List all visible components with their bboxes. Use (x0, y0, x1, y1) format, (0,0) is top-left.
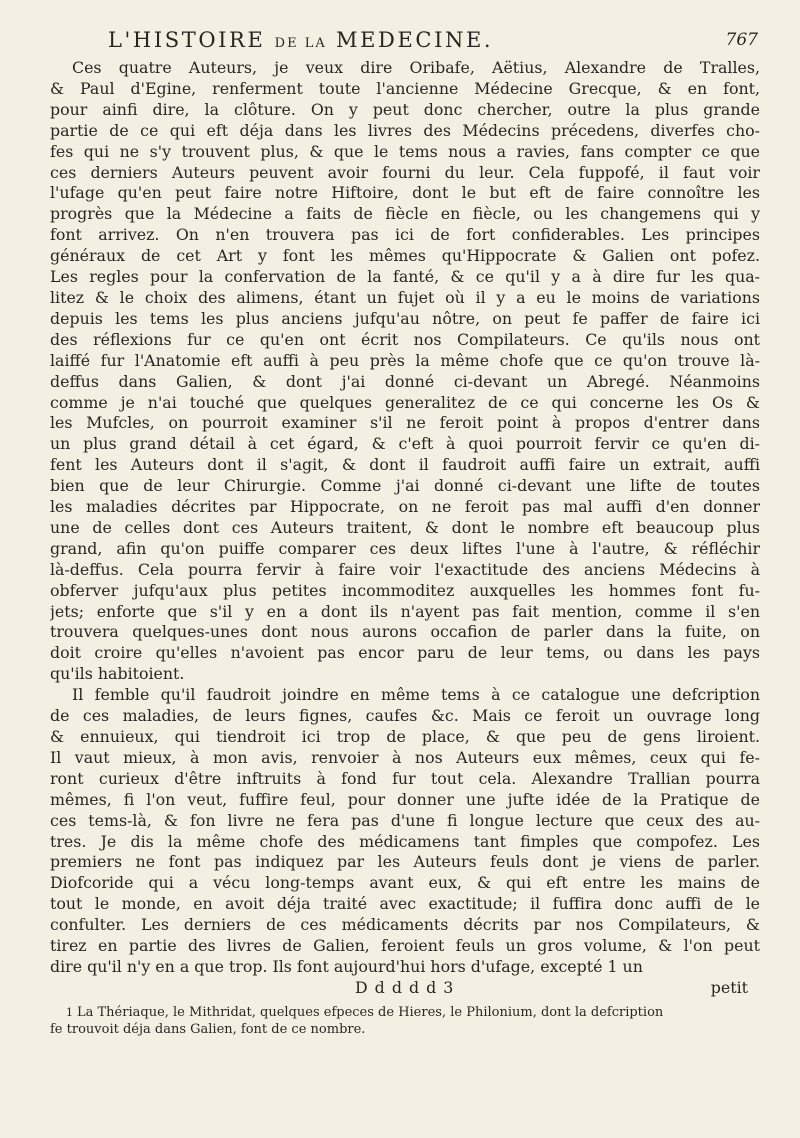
footnote-line (50, 1021, 760, 1038)
text-line: pour ainfi dire, la clôture. On y peut donc chercher, outre la plus grande (50, 99, 760, 119)
text-line: & ennuieux, qui tiendroit ici trop de place, & que peu de gens liroient. (50, 727, 760, 746)
signature-mark: D d d d d 3 (355, 977, 455, 997)
running-title-part-2: DE LA (274, 36, 327, 51)
catchword: petit (710, 977, 748, 997)
footnote-mark: 1 (66, 1005, 73, 1019)
text-line: les maladies décrites par Hippocrate, on ne feroit pas mal auffi d'en donner (50, 497, 760, 517)
text-line: comme je n'ai touché que quelques generalitez de ce qui concerne les Os & (50, 392, 760, 412)
text-line: tout le monde, en avoit déja traité avec exactitude; il fuffira donc auffi de le (50, 894, 760, 914)
text-line: là-deffus. Cela pourra fervir à faire voir l'exactitude des anciens Médecins à (50, 559, 760, 579)
text-line: confulter. Les derniers de ces médicaments décrits par nos Compilateurs, & (50, 915, 760, 935)
running-header (50, 20, 760, 54)
text-line: mêmes, fi l'on veut, fuffire feul, pour donner une jufte idée de la Pratique de (50, 789, 760, 809)
text-line: dire qu'il n'y en a que trop. Ils font aujourd'hui hors d'ufage, excepté 1 un (50, 956, 643, 976)
running-title-part-1: L'HISTOIRE (108, 28, 266, 52)
text-line: tres. Je dis la même chofe des médicamens tant fimples que compofez. Les (50, 831, 760, 851)
text-line: & Paul d'Egine, renferment toute l'ancienne Médecine Grecque, & en font, (50, 78, 760, 98)
text-line: bien que de leur Chirurgie. Comme j'ai donné ci-devant une lifte de toutes (50, 476, 760, 496)
footnote-line (50, 1004, 760, 1021)
text-line: font arrivez. On n'en trouvera pas ici de fort confiderables. Les principes (50, 225, 760, 245)
text-line: un plus grand détail à cet égard, & c'eft à quoi pourroit fervir ce qu'en di- (50, 434, 760, 454)
text-line: de ces maladies, de leurs fignes, caufes &c. Mais ce feroit un ouvrage long (50, 706, 760, 726)
text-line: depuis les tems les plus anciens jufqu'au nôtre, on peut fe paffer de faire ici (50, 308, 760, 328)
text-line: fes qui ne s'y trouvent plus, & que le tems nous a ravies, fans compter ce que (50, 141, 760, 161)
text-line: Il vaut mieux, à mon avis, renvoier à nos Auteurs eux mêmes, ceux qui fe- (50, 747, 760, 767)
text-line: obferver jufqu'aux plus petites incommoditez auxquelles les hommes font fu- (50, 580, 760, 600)
text-line: qu'ils habitoient. (50, 664, 185, 684)
text-line: litez & le choix des alimens, étant un fujet où il y a eu le moins de variations (50, 287, 760, 307)
text-line: des réflexions fur ce qu'en ont écrit nos Compilateurs. Ce qu'ils nous ont (50, 329, 760, 349)
text-line: Ces quatre Auteurs, je veux dire Oribafe, Aëtius, Alexandre de Tralles, (72, 58, 760, 77)
page-number: 767 (725, 30, 758, 50)
text-line: Diofcoride qui a vécu long-temps avant eux, & qui eft entre les mains de (50, 873, 760, 893)
text-line: doit croire qu'elles n'avoient pas encor paru de leur tems, ou dans les pays (50, 643, 760, 663)
text-line: progrès que la Médecine a faits de fiècle en fiècle, ou les changemens qui y (50, 204, 760, 224)
footnote-text: fe trouvoit déja dans Galien, font de ce nombre. (50, 1021, 366, 1037)
text-line: trouvera quelques-unes dont nous aurons occafion de parler dans la fuite, on (50, 622, 760, 642)
text-line: Il femble qu'il faudroit joindre en même tems à ce catalogue une defcription (72, 685, 760, 705)
text-line: fent les Auteurs dont il s'agit, & dont il faudroit auffi faire un extrait, auffi (50, 455, 760, 475)
text-line: ces derniers Auteurs peuvent avoir fourni du leur. Cela fuppofé, il faut voir (50, 162, 760, 182)
body-text (50, 58, 760, 978)
text-line: ces tems-là, & fon livre ne fera pas d'une fi longue lecture que ceux des au- (50, 810, 760, 830)
text-line: les Mufcles, on pourroit examiner s'il ne feroit point à propos d'entrer dans (50, 413, 760, 433)
text-line: tirez en partie des livres de Galien, feroient feuls un gros volume, & l'on peut (50, 936, 760, 956)
text-line: ront curieux d'être inftruits à fond fur tout cela. Alexandre Trallian pourra (50, 768, 760, 788)
signature-row (50, 978, 760, 1000)
footnote-text: La Thériaque, le Mithridat, quelques efpeces de Hieres, le Philonium, dont la defcription (77, 1004, 664, 1020)
text-line: généraux de cet Art y font les mêmes qu'Hippocrate & Galien ont pofez. (50, 246, 760, 266)
text-line: jets; enforte que s'il y en a dont ils n'ayent pas fait mention, comme il s'en (50, 601, 760, 621)
paragraph (50, 58, 760, 685)
running-title (108, 28, 493, 52)
text-line: Les regles pour la confervation de la fanté, & ce qu'il y a à dire fur les qua- (50, 267, 760, 287)
text-line: deffus dans Galien, & dont j'ai donné ci-devant un Abregé. Néanmoins (50, 371, 760, 391)
text-line: partie de ce qui eft déja dans les livres des Médecins précedens, diverfes cho- (50, 120, 760, 140)
book-page (50, 20, 760, 1038)
text-line: grand, afin qu'on puiffe comparer ces deux liftes l'une à l'autre, & réfléchir (50, 538, 760, 558)
paragraph (50, 685, 760, 978)
text-line: l'ufage qu'en peut faire notre Hiftoire, dont le but eft de faire connoître les (50, 183, 760, 203)
text-line: laiffé fur l'Anatomie eft auffi à peu près la même chofe que ce qu'on trouve là- (50, 350, 760, 370)
running-title-part-3: MEDECINE. (336, 28, 494, 52)
text-line: premiers ne font pas indiquez par les Auteurs feuls dont je viens de parler. (50, 852, 760, 872)
footnote (50, 1004, 760, 1038)
text-line: une de celles dont ces Auteurs traitent, & dont le nombre eft beaucoup plus (50, 517, 760, 537)
